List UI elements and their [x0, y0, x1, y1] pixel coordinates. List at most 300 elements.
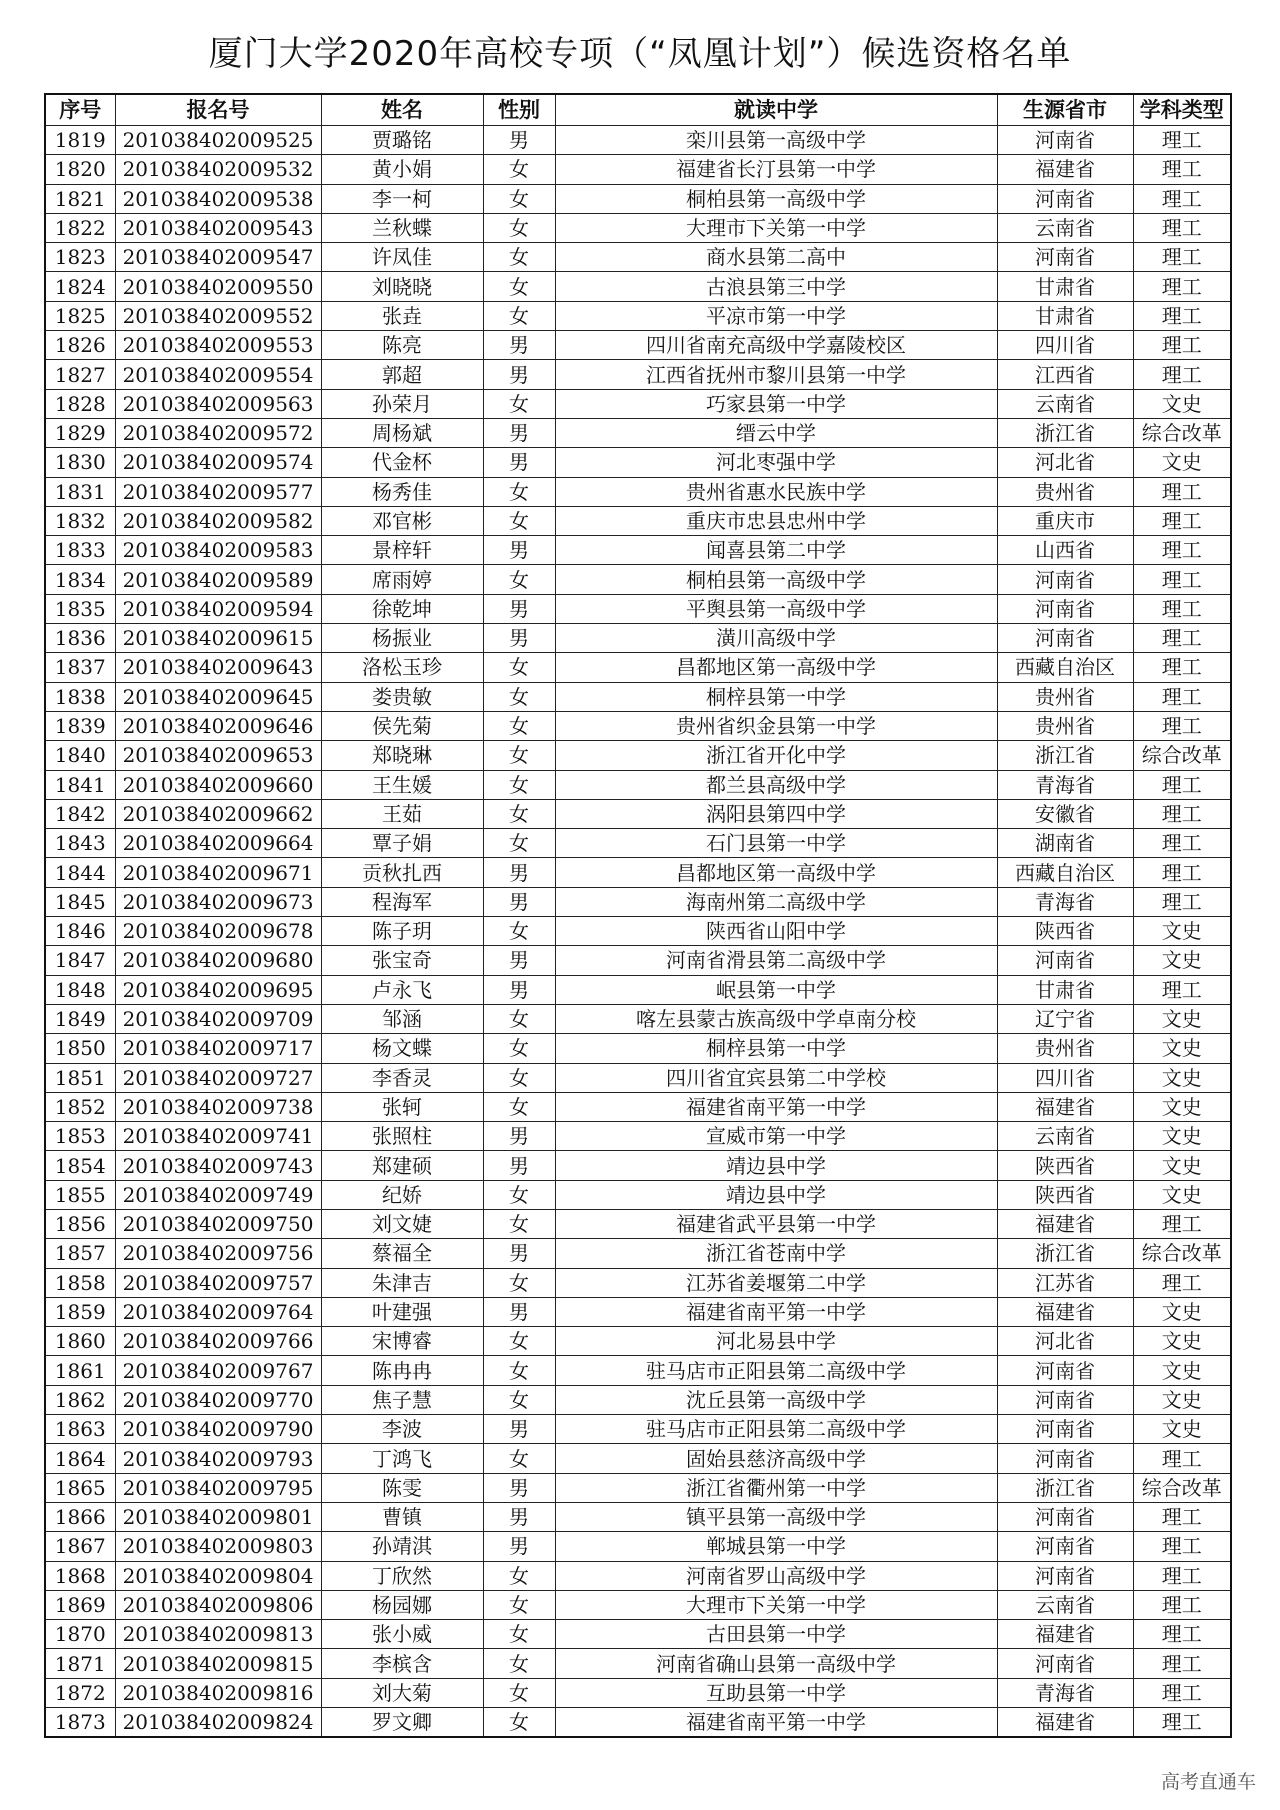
cell-gender: 男 — [483, 946, 555, 975]
cell-subject: 文史 — [1133, 1092, 1231, 1121]
cell-name: 郭超 — [321, 360, 483, 389]
cell-school: 固始县慈济高级中学 — [555, 1444, 997, 1473]
cell-index: 1835 — [45, 594, 115, 623]
cell-subject: 理工 — [1133, 1502, 1231, 1531]
cell-reg-no: 201038402009552 — [115, 301, 321, 330]
cell-gender: 女 — [483, 1180, 555, 1209]
table-row — [45, 243, 1231, 272]
cell-subject: 文史 — [1133, 917, 1231, 946]
cell-subject: 理工 — [1133, 829, 1231, 858]
cell-province: 四川省 — [997, 1063, 1133, 1092]
cell-index: 1838 — [45, 682, 115, 711]
cell-name: 洛松玉珍 — [321, 653, 483, 682]
cell-school: 江苏省姜堰第二中学 — [555, 1268, 997, 1297]
cell-school: 贵州省织金县第一中学 — [555, 711, 997, 740]
table-row — [45, 1239, 1231, 1268]
cell-reg-no: 201038402009532 — [115, 155, 321, 184]
table-row — [45, 1415, 1231, 1444]
cell-name: 杨文蝶 — [321, 1034, 483, 1063]
cell-index: 1820 — [45, 155, 115, 184]
table-row — [45, 975, 1231, 1004]
cell-gender: 女 — [483, 799, 555, 828]
cell-reg-no: 201038402009554 — [115, 360, 321, 389]
cell-name: 陈冉冉 — [321, 1356, 483, 1385]
cell-gender: 女 — [483, 1004, 555, 1033]
cell-subject: 文史 — [1133, 1180, 1231, 1209]
cell-name: 宋博睿 — [321, 1327, 483, 1356]
cell-province: 西藏自治区 — [997, 858, 1133, 887]
table-row — [45, 213, 1231, 242]
cell-name: 张照柱 — [321, 1122, 483, 1151]
cell-reg-no: 201038402009804 — [115, 1561, 321, 1590]
cell-school: 昌都地区第一高级中学 — [555, 653, 997, 682]
cell-subject: 文史 — [1133, 1385, 1231, 1414]
cell-province: 重庆市 — [997, 506, 1133, 535]
cell-name: 蔡福全 — [321, 1239, 483, 1268]
cell-province: 安徽省 — [997, 799, 1133, 828]
cell-school: 桐梓县第一中学 — [555, 682, 997, 711]
cell-name: 贾璐铭 — [321, 126, 483, 155]
cell-name: 兰秋蝶 — [321, 213, 483, 242]
cell-province: 陕西省 — [997, 917, 1133, 946]
cell-gender: 女 — [483, 1385, 555, 1414]
table-row — [45, 1561, 1231, 1590]
cell-subject: 理工 — [1133, 975, 1231, 1004]
cell-subject: 理工 — [1133, 1708, 1231, 1738]
cell-school: 昌都地区第一高级中学 — [555, 858, 997, 887]
cell-reg-no: 201038402009525 — [115, 126, 321, 155]
cell-index: 1871 — [45, 1649, 115, 1678]
table-row — [45, 536, 1231, 565]
table-row — [45, 1708, 1231, 1738]
cell-province: 河南省 — [997, 126, 1133, 155]
cell-province: 福建省 — [997, 1620, 1133, 1649]
col-header-reg-no: 报名号 — [115, 94, 321, 126]
cell-school: 浙江省苍南中学 — [555, 1239, 997, 1268]
cell-reg-no: 201038402009574 — [115, 448, 321, 477]
cell-province: 河南省 — [997, 1532, 1133, 1561]
cell-province: 河南省 — [997, 565, 1133, 594]
cell-school: 驻马店市正阳县第二高级中学 — [555, 1415, 997, 1444]
cell-index: 1869 — [45, 1590, 115, 1619]
cell-name: 郑晓琳 — [321, 741, 483, 770]
cell-province: 贵州省 — [997, 711, 1133, 740]
cell-reg-no: 201038402009803 — [115, 1532, 321, 1561]
cell-province: 河北省 — [997, 1327, 1133, 1356]
cell-school: 商水县第二高中 — [555, 243, 997, 272]
cell-reg-no: 201038402009538 — [115, 184, 321, 213]
cell-gender: 男 — [483, 1297, 555, 1326]
cell-school: 潢川高级中学 — [555, 624, 997, 653]
cell-subject: 理工 — [1133, 360, 1231, 389]
cell-name: 代金杯 — [321, 448, 483, 477]
cell-reg-no: 201038402009673 — [115, 887, 321, 916]
cell-name: 张宝奇 — [321, 946, 483, 975]
cell-school: 福建省南平第一中学 — [555, 1092, 997, 1121]
cell-school: 古田县第一中学 — [555, 1620, 997, 1649]
cell-subject: 综合改革 — [1133, 1239, 1231, 1268]
cell-name: 程海军 — [321, 887, 483, 916]
table-row — [45, 1590, 1231, 1619]
cell-name: 朱津吉 — [321, 1268, 483, 1297]
cell-gender: 女 — [483, 1708, 555, 1738]
cell-subject: 理工 — [1133, 653, 1231, 682]
table-row — [45, 418, 1231, 447]
cell-gender: 女 — [483, 301, 555, 330]
cell-index: 1865 — [45, 1473, 115, 1502]
cell-name: 李波 — [321, 1415, 483, 1444]
cell-province: 甘肃省 — [997, 301, 1133, 330]
cell-index: 1870 — [45, 1620, 115, 1649]
cell-subject: 理工 — [1133, 1444, 1231, 1473]
col-header-gender: 性别 — [483, 94, 555, 126]
cell-school: 闻喜县第二中学 — [555, 536, 997, 565]
cell-reg-no: 201038402009815 — [115, 1649, 321, 1678]
cell-province: 河南省 — [997, 1502, 1133, 1531]
cell-gender: 女 — [483, 1620, 555, 1649]
cell-gender: 女 — [483, 1268, 555, 1297]
cell-subject: 理工 — [1133, 1620, 1231, 1649]
cell-province: 福建省 — [997, 155, 1133, 184]
cell-subject: 理工 — [1133, 536, 1231, 565]
cell-subject: 理工 — [1133, 624, 1231, 653]
cell-subject: 文史 — [1133, 1034, 1231, 1063]
cell-gender: 男 — [483, 1151, 555, 1180]
cell-school: 桐柏县第一高级中学 — [555, 184, 997, 213]
cell-gender: 女 — [483, 1356, 555, 1385]
cell-name: 杨园娜 — [321, 1590, 483, 1619]
cell-index: 1821 — [45, 184, 115, 213]
cell-reg-no: 201038402009738 — [115, 1092, 321, 1121]
cell-name: 罗文卿 — [321, 1708, 483, 1738]
table-row — [45, 887, 1231, 916]
cell-name: 丁欣然 — [321, 1561, 483, 1590]
cell-name: 席雨婷 — [321, 565, 483, 594]
cell-province: 河南省 — [997, 184, 1133, 213]
cell-school: 缙云中学 — [555, 418, 997, 447]
cell-index: 1832 — [45, 506, 115, 535]
cell-school: 河南省确山县第一高级中学 — [555, 1649, 997, 1678]
cell-school: 栾川县第一高级中学 — [555, 126, 997, 155]
cell-index: 1824 — [45, 272, 115, 301]
cell-reg-no: 201038402009577 — [115, 477, 321, 506]
cell-gender: 男 — [483, 536, 555, 565]
table-row — [45, 477, 1231, 506]
cell-index: 1863 — [45, 1415, 115, 1444]
cell-school: 四川省宜宾县第二中学校 — [555, 1063, 997, 1092]
cell-name: 陈亮 — [321, 331, 483, 360]
cell-reg-no: 201038402009709 — [115, 1004, 321, 1033]
cell-index: 1837 — [45, 653, 115, 682]
cell-reg-no: 201038402009717 — [115, 1034, 321, 1063]
cell-index: 1839 — [45, 711, 115, 740]
cell-index: 1855 — [45, 1180, 115, 1209]
cell-school: 福建省南平第一中学 — [555, 1708, 997, 1738]
cell-name: 徐乾坤 — [321, 594, 483, 623]
cell-school: 海南州第二高级中学 — [555, 887, 997, 916]
table-row — [45, 1034, 1231, 1063]
cell-index: 1847 — [45, 946, 115, 975]
cell-subject: 理工 — [1133, 301, 1231, 330]
cell-school: 大理市下关第一中学 — [555, 1590, 997, 1619]
cell-gender: 女 — [483, 184, 555, 213]
cell-province: 福建省 — [997, 1708, 1133, 1738]
cell-subject: 理工 — [1133, 477, 1231, 506]
cell-reg-no: 201038402009750 — [115, 1209, 321, 1238]
cell-subject: 理工 — [1133, 155, 1231, 184]
cell-school: 福建省武平县第一中学 — [555, 1209, 997, 1238]
cell-index: 1844 — [45, 858, 115, 887]
cell-name: 丁鸿飞 — [321, 1444, 483, 1473]
table-row — [45, 917, 1231, 946]
cell-reg-no: 201038402009563 — [115, 389, 321, 418]
cell-index: 1873 — [45, 1708, 115, 1738]
table-row — [45, 741, 1231, 770]
col-header-province: 生源省市 — [997, 94, 1133, 126]
table-row — [45, 1063, 1231, 1092]
col-header-name: 姓名 — [321, 94, 483, 126]
cell-subject: 理工 — [1133, 506, 1231, 535]
cell-subject: 文史 — [1133, 1122, 1231, 1151]
cell-reg-no: 201038402009770 — [115, 1385, 321, 1414]
cell-school: 岷县第一中学 — [555, 975, 997, 1004]
cell-subject: 文史 — [1133, 1415, 1231, 1444]
cell-province: 贵州省 — [997, 477, 1133, 506]
cell-subject: 理工 — [1133, 887, 1231, 916]
cell-name: 张小威 — [321, 1620, 483, 1649]
watermark: 高考直通车 — [1160, 1771, 1256, 1793]
cell-subject: 理工 — [1133, 799, 1231, 828]
cell-subject: 理工 — [1133, 331, 1231, 360]
cell-school: 镇平县第一高级中学 — [555, 1502, 997, 1531]
cell-reg-no: 201038402009816 — [115, 1678, 321, 1707]
cell-index: 1825 — [45, 301, 115, 330]
header-row — [45, 94, 1231, 126]
cell-name: 刘文婕 — [321, 1209, 483, 1238]
cell-gender: 女 — [483, 1034, 555, 1063]
cell-subject: 理工 — [1133, 184, 1231, 213]
cell-reg-no: 201038402009645 — [115, 682, 321, 711]
cell-gender: 男 — [483, 360, 555, 389]
cell-school: 大理市下关第一中学 — [555, 213, 997, 242]
cell-reg-no: 201038402009583 — [115, 536, 321, 565]
cell-index: 1867 — [45, 1532, 115, 1561]
cell-name: 刘晓晓 — [321, 272, 483, 301]
cell-subject: 理工 — [1133, 594, 1231, 623]
cell-gender: 男 — [483, 594, 555, 623]
cell-subject: 理工 — [1133, 1649, 1231, 1678]
cell-school: 平舆县第一高级中学 — [555, 594, 997, 623]
cell-index: 1850 — [45, 1034, 115, 1063]
cell-gender: 女 — [483, 829, 555, 858]
table-row — [45, 184, 1231, 213]
cell-gender: 女 — [483, 389, 555, 418]
cell-province: 福建省 — [997, 1209, 1133, 1238]
table-row — [45, 389, 1231, 418]
cell-subject: 综合改革 — [1133, 418, 1231, 447]
cell-gender: 女 — [483, 1561, 555, 1590]
cell-subject: 理工 — [1133, 272, 1231, 301]
cell-gender: 女 — [483, 477, 555, 506]
cell-school: 陕西省山阳中学 — [555, 917, 997, 946]
cell-province: 青海省 — [997, 770, 1133, 799]
table-row — [45, 770, 1231, 799]
cell-province: 河南省 — [997, 624, 1133, 653]
cell-province: 山西省 — [997, 536, 1133, 565]
table-row — [45, 682, 1231, 711]
cell-index: 1853 — [45, 1122, 115, 1151]
cell-school: 互助县第一中学 — [555, 1678, 997, 1707]
cell-subject: 理工 — [1133, 858, 1231, 887]
cell-school: 涡阳县第四中学 — [555, 799, 997, 828]
cell-index: 1843 — [45, 829, 115, 858]
cell-index: 1836 — [45, 624, 115, 653]
cell-reg-no: 201038402009801 — [115, 1502, 321, 1531]
cell-subject: 理工 — [1133, 213, 1231, 242]
cell-name: 周杨斌 — [321, 418, 483, 447]
table-row — [45, 1649, 1231, 1678]
table-row — [45, 1268, 1231, 1297]
cell-index: 1851 — [45, 1063, 115, 1092]
cell-gender: 男 — [483, 1532, 555, 1561]
cell-school: 河北枣强中学 — [555, 448, 997, 477]
cell-province: 辽宁省 — [997, 1004, 1133, 1033]
cell-index: 1819 — [45, 126, 115, 155]
cell-gender: 女 — [483, 506, 555, 535]
cell-gender: 男 — [483, 1502, 555, 1531]
cell-gender: 男 — [483, 1122, 555, 1151]
cell-reg-no: 201038402009680 — [115, 946, 321, 975]
cell-province: 陕西省 — [997, 1180, 1133, 1209]
table-row — [45, 506, 1231, 535]
cell-index: 1858 — [45, 1268, 115, 1297]
cell-province: 贵州省 — [997, 682, 1133, 711]
cell-reg-no: 201038402009793 — [115, 1444, 321, 1473]
cell-province: 青海省 — [997, 1678, 1133, 1707]
table-row — [45, 1122, 1231, 1151]
cell-index: 1872 — [45, 1678, 115, 1707]
cell-province: 浙江省 — [997, 418, 1133, 447]
cell-name: 李槟含 — [321, 1649, 483, 1678]
table-row — [45, 272, 1231, 301]
table-row — [45, 1678, 1231, 1707]
cell-reg-no: 201038402009806 — [115, 1590, 321, 1619]
cell-name: 陈子玥 — [321, 917, 483, 946]
cell-name: 孙靖淇 — [321, 1532, 483, 1561]
cell-province: 河南省 — [997, 1415, 1133, 1444]
cell-name: 邹涵 — [321, 1004, 483, 1033]
cell-reg-no: 201038402009741 — [115, 1122, 321, 1151]
cell-index: 1822 — [45, 213, 115, 242]
table-row — [45, 565, 1231, 594]
cell-gender: 女 — [483, 1063, 555, 1092]
cell-gender: 女 — [483, 1209, 555, 1238]
cell-index: 1848 — [45, 975, 115, 1004]
cell-subject: 综合改革 — [1133, 741, 1231, 770]
cell-gender: 女 — [483, 243, 555, 272]
cell-index: 1861 — [45, 1356, 115, 1385]
cell-reg-no: 201038402009550 — [115, 272, 321, 301]
cell-province: 福建省 — [997, 1297, 1133, 1326]
cell-reg-no: 201038402009671 — [115, 858, 321, 887]
table-row — [45, 1356, 1231, 1385]
cell-subject: 文史 — [1133, 1151, 1231, 1180]
cell-name: 郑建硕 — [321, 1151, 483, 1180]
cell-subject: 文史 — [1133, 1063, 1231, 1092]
cell-index: 1868 — [45, 1561, 115, 1590]
cell-school: 驻马店市正阳县第二高级中学 — [555, 1356, 997, 1385]
cell-index: 1829 — [45, 418, 115, 447]
cell-province: 四川省 — [997, 331, 1133, 360]
cell-name: 张轲 — [321, 1092, 483, 1121]
cell-name: 景梓轩 — [321, 536, 483, 565]
cell-subject: 文史 — [1133, 1356, 1231, 1385]
cell-school: 桐梓县第一中学 — [555, 1034, 997, 1063]
cell-index: 1866 — [45, 1502, 115, 1531]
cell-reg-no: 201038402009572 — [115, 418, 321, 447]
cell-subject: 理工 — [1133, 1678, 1231, 1707]
cell-name: 许凤佳 — [321, 243, 483, 272]
table-row — [45, 1297, 1231, 1326]
cell-province: 浙江省 — [997, 741, 1133, 770]
cell-gender: 男 — [483, 887, 555, 916]
cell-name: 李香灵 — [321, 1063, 483, 1092]
cell-gender: 女 — [483, 1327, 555, 1356]
table-row — [45, 1151, 1231, 1180]
table-row — [45, 1444, 1231, 1473]
cell-subject: 理工 — [1133, 1561, 1231, 1590]
table-row — [45, 1532, 1231, 1561]
cell-school: 宣威市第一中学 — [555, 1122, 997, 1151]
cell-subject: 理工 — [1133, 1590, 1231, 1619]
table-row — [45, 1327, 1231, 1356]
table-row — [45, 653, 1231, 682]
cell-province: 河南省 — [997, 1385, 1133, 1414]
cell-reg-no: 201038402009743 — [115, 1151, 321, 1180]
cell-name: 贡秋扎西 — [321, 858, 483, 887]
cell-gender: 女 — [483, 1092, 555, 1121]
table-row — [45, 829, 1231, 858]
cell-gender: 女 — [483, 741, 555, 770]
cell-subject: 综合改革 — [1133, 1473, 1231, 1502]
cell-gender: 男 — [483, 858, 555, 887]
cell-gender: 女 — [483, 682, 555, 711]
cell-school: 江西省抚州市黎川县第一中学 — [555, 360, 997, 389]
cell-reg-no: 201038402009653 — [115, 741, 321, 770]
cell-reg-no: 201038402009664 — [115, 829, 321, 858]
cell-gender: 男 — [483, 624, 555, 653]
cell-province: 云南省 — [997, 389, 1133, 418]
cell-index: 1833 — [45, 536, 115, 565]
cell-name: 王茹 — [321, 799, 483, 828]
cell-gender: 男 — [483, 126, 555, 155]
cell-school: 河南省滑县第二高级中学 — [555, 946, 997, 975]
cell-name: 杨秀佳 — [321, 477, 483, 506]
cell-province: 浙江省 — [997, 1239, 1133, 1268]
cell-index: 1849 — [45, 1004, 115, 1033]
cell-index: 1827 — [45, 360, 115, 389]
cell-name: 曹镇 — [321, 1502, 483, 1531]
cell-gender: 女 — [483, 917, 555, 946]
cell-school: 都兰县高级中学 — [555, 770, 997, 799]
cell-name: 李一柯 — [321, 184, 483, 213]
cell-reg-no: 201038402009660 — [115, 770, 321, 799]
cell-index: 1826 — [45, 331, 115, 360]
cell-gender: 女 — [483, 565, 555, 594]
cell-school: 四川省南充高级中学嘉陵校区 — [555, 331, 997, 360]
cell-index: 1852 — [45, 1092, 115, 1121]
cell-province: 青海省 — [997, 887, 1133, 916]
